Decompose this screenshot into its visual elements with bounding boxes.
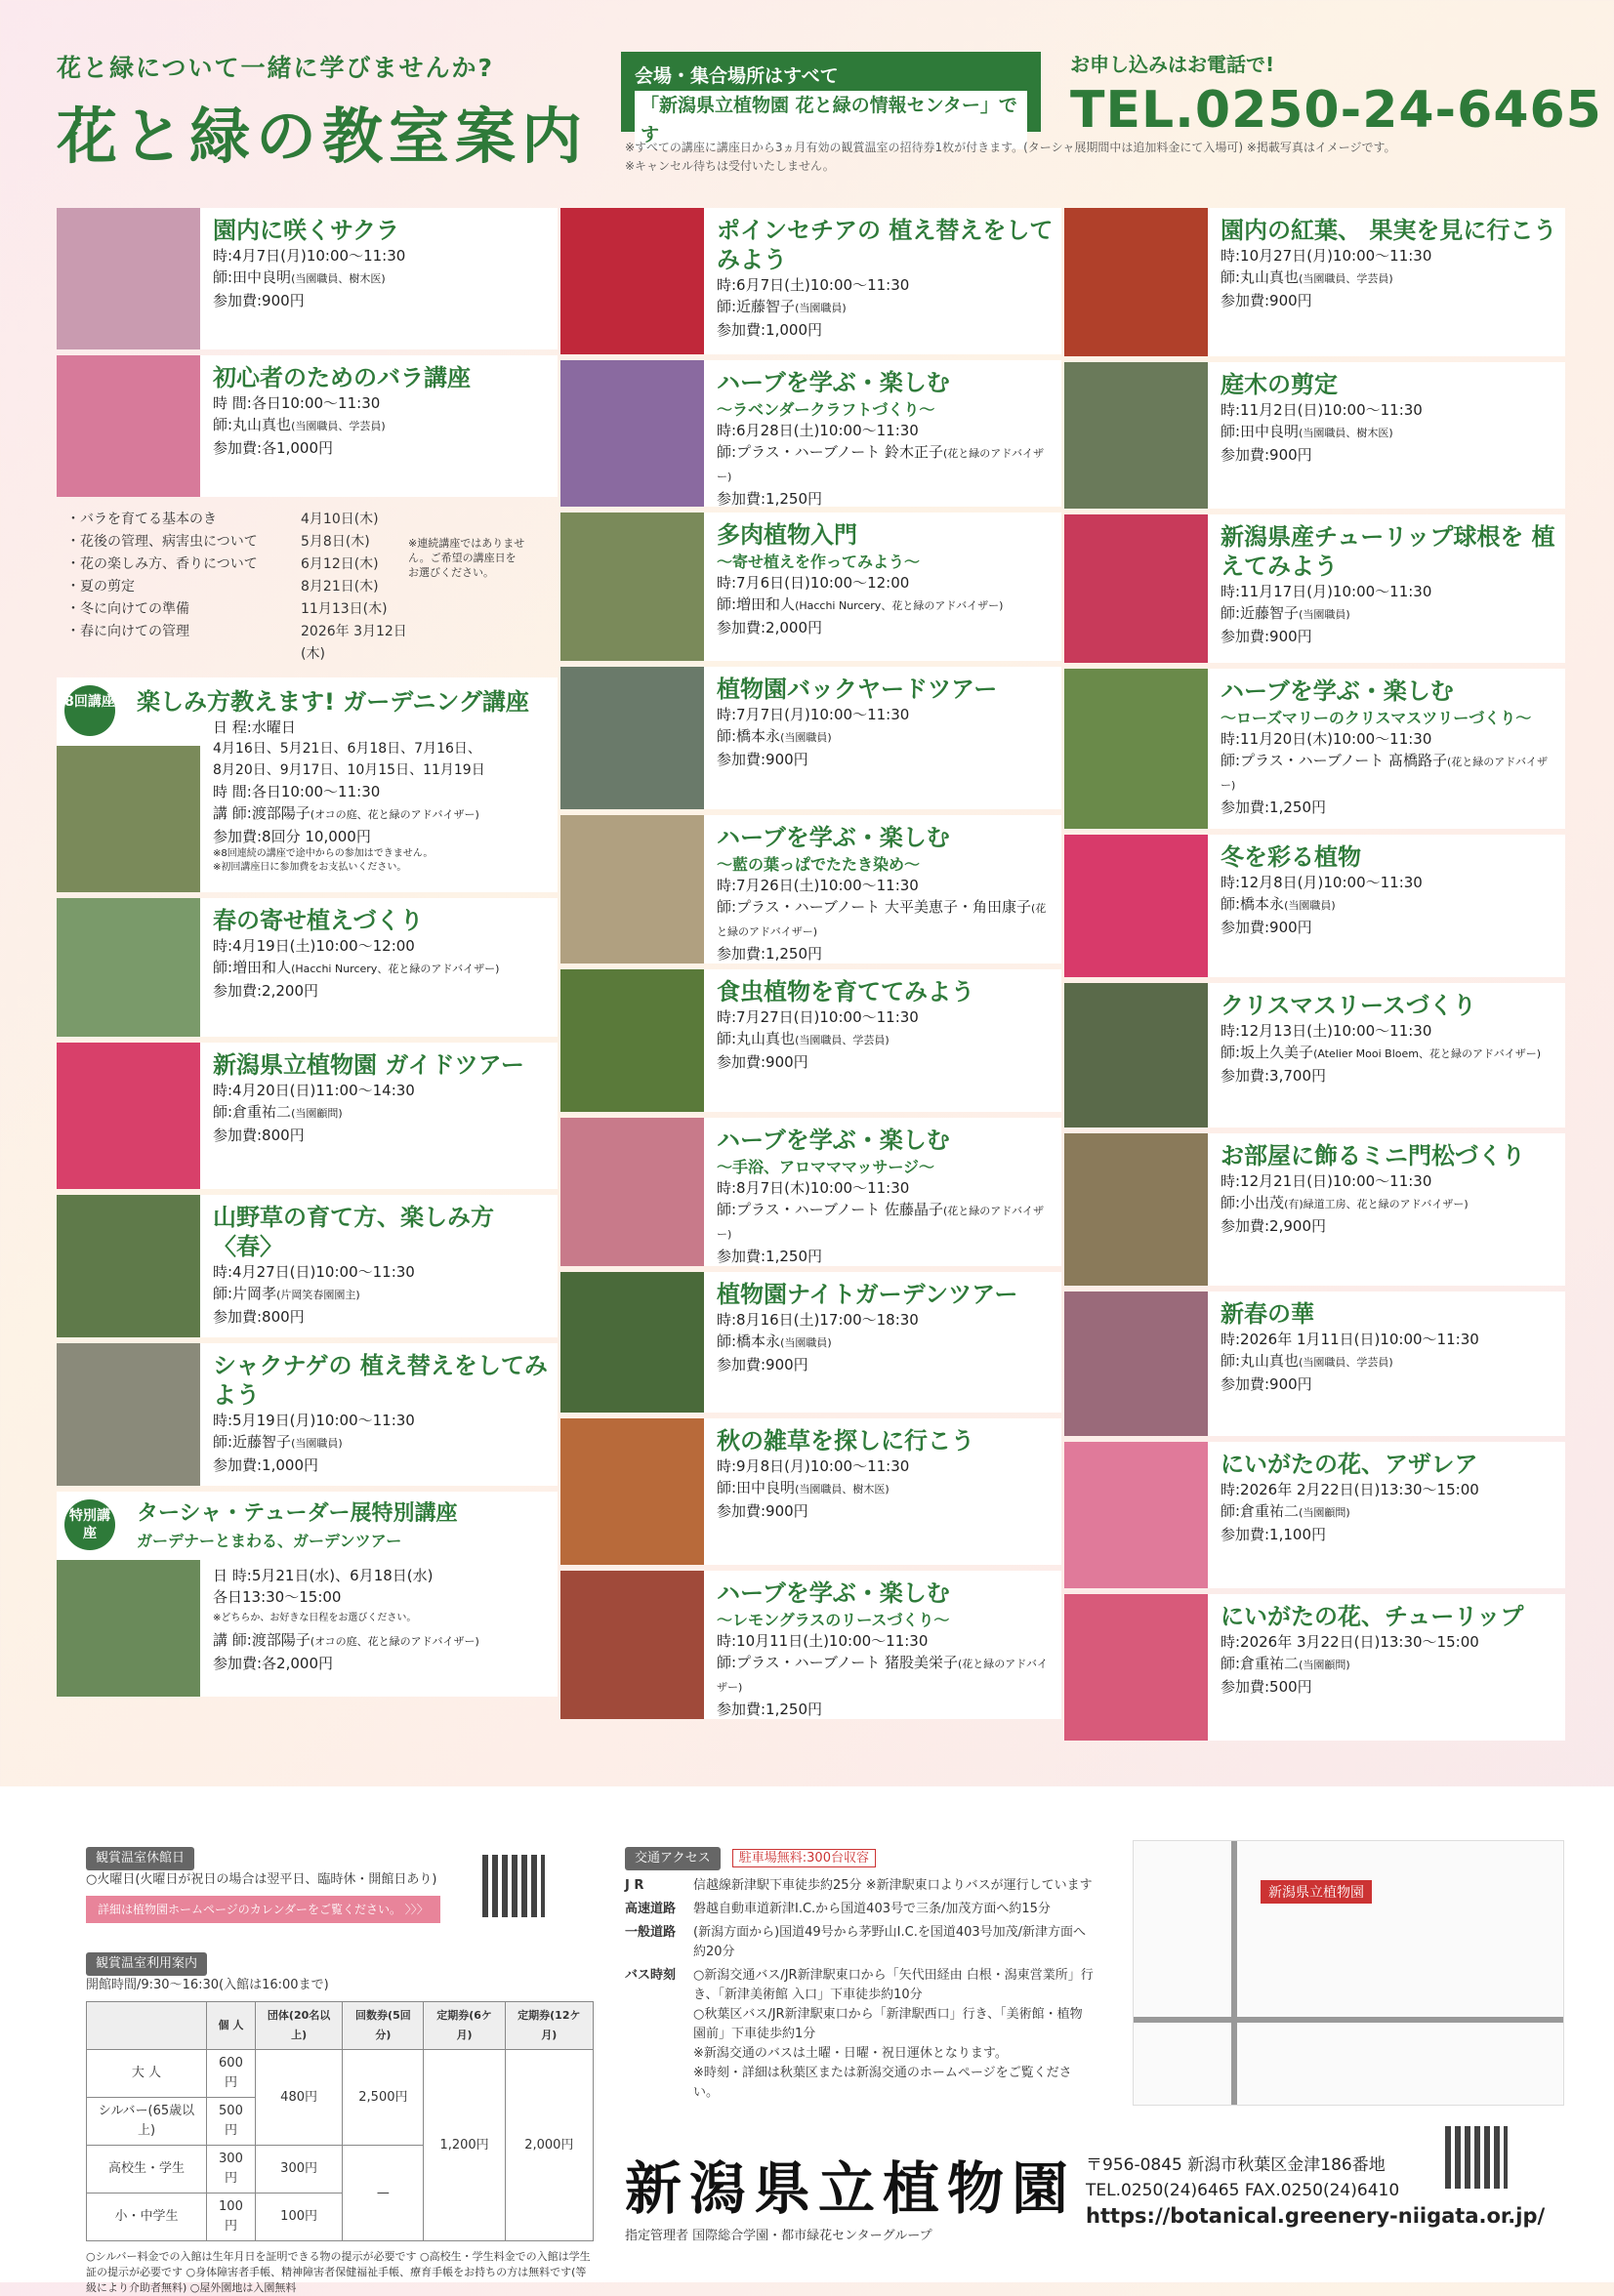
access-key: J R xyxy=(625,1878,644,1893)
fee-cell: 600円 xyxy=(207,2050,256,2098)
course-title: 新潟県立植物園 ガイドツアー xyxy=(213,1051,524,1079)
course-photo xyxy=(57,898,200,1037)
course-title: 楽しみ方教えます! ガーデニング講座 xyxy=(137,688,529,716)
access-key: 高速道路 xyxy=(625,1902,677,1916)
course-subtitle: 〜寄せ植えを作ってみよう〜 xyxy=(717,553,921,571)
course-days: 日 程:水曜日 xyxy=(213,718,296,736)
fee-cell: 1,200円 xyxy=(424,2050,505,2241)
course-fee: 参加費:900円 xyxy=(717,1053,808,1071)
course-card[interactable] xyxy=(1064,983,1565,1128)
course-card[interactable] xyxy=(57,898,558,1037)
course-lecturer: 師:田中良明 xyxy=(717,1479,796,1496)
access-key: バス時刻 xyxy=(625,1968,677,1983)
phone-block xyxy=(1070,49,1602,140)
calendar-link-button[interactable]: 詳細は植物園ホームページのカレンダーをご覧ください。 〉〉〉 xyxy=(86,1896,440,1923)
course-lecturer: 師:プラス・ハーブノート 髙橋路子 xyxy=(1221,752,1447,769)
course-card[interactable] xyxy=(560,1571,1061,1719)
lecturer-note: (花と緑のアドバイザー) xyxy=(717,902,1047,938)
course-date: 時:7月6日(日)10:00〜12:00 xyxy=(717,574,910,592)
course-card[interactable] xyxy=(560,360,1061,507)
map-label: 新潟県立植物園 xyxy=(1261,1880,1372,1904)
phone-fax: TEL.0250(24)6465 FAX.0250(24)6410 xyxy=(1086,2181,1400,2200)
course-time: 各日13:30〜15:00 xyxy=(213,1588,342,1606)
fee-cell: 100円 xyxy=(207,2194,256,2241)
course-title: にいがたの花、チューリップ xyxy=(1221,1603,1524,1630)
course-fee: 参加費:各2,000円 xyxy=(213,1655,333,1672)
fee-cell: 2,500円 xyxy=(343,2050,424,2146)
fee-cell: 2,000円 xyxy=(505,2050,593,2241)
course-lecturer: 師:橋本永 xyxy=(717,727,781,745)
column-3 xyxy=(1064,208,1565,1746)
course-title: 庭木の剪定 xyxy=(1221,371,1338,398)
course-fee: 参加費:500円 xyxy=(1221,1678,1312,1696)
course-date: 時:6月28日(土)10:00〜11:30 xyxy=(717,422,919,439)
venue-line1: 会場・集合場所はすべて xyxy=(635,65,839,87)
course-photo xyxy=(560,512,704,661)
course-title: ハーブを学ぶ・楽しむ xyxy=(1221,677,1454,705)
access-map xyxy=(1133,1840,1564,2106)
course-dates: 8月20日、9月17日、10月15日、11月19日 xyxy=(213,762,485,778)
course-date: 時:12月13日(土)10:00〜11:30 xyxy=(1221,1022,1432,1040)
course-fee: 参加費:2,900円 xyxy=(1221,1217,1326,1235)
column-1 xyxy=(57,208,558,1702)
access-highway: 磐越自動車道新津I.C.から国道403号で三条/加茂方面へ約15分 xyxy=(693,1902,1051,1916)
course-title: 新春の華 xyxy=(1221,1300,1314,1328)
course-fee: 参加費:1,250円 xyxy=(717,1701,822,1718)
course-photo xyxy=(57,1560,200,1697)
course-photo xyxy=(560,1571,704,1719)
lecturer-note: (当園職員、学芸員) xyxy=(795,1034,890,1046)
course-title: 秋の雑草を探しに行こう xyxy=(717,1427,974,1455)
course-card[interactable] xyxy=(1064,208,1565,356)
course-fee: 参加費:900円 xyxy=(717,1502,808,1520)
course-fee: 参加費:1,250円 xyxy=(717,945,822,963)
course-date: 時:7月7日(月)10:00〜11:30 xyxy=(717,706,910,723)
course-date: 時:5月19日(月)10:00〜11:30 xyxy=(213,1412,415,1429)
phone-number[interactable]: TEL.0250-24-6465 xyxy=(1070,81,1602,140)
course-title: ポインセチアの 植え替えをしてみよう xyxy=(717,217,1054,273)
course-card[interactable] xyxy=(1064,514,1565,663)
course-photo xyxy=(1064,669,1208,829)
course-lecturer: 師:プラス・ハーブノート 佐藤晶子 xyxy=(717,1201,943,1218)
lecturer-note: (花と緑のアドバイザー) xyxy=(717,1205,1045,1241)
course-photo xyxy=(57,746,200,892)
fee-cell: 300円 xyxy=(255,2146,342,2194)
course-title: 初心者のためのバラ講座 xyxy=(213,364,471,391)
course-title: 新潟県産チューリップ球根を 植えてみよう xyxy=(1221,523,1555,580)
lecturer-note: (当園職員) xyxy=(1299,608,1350,621)
course-date: 時:7月27日(日)10:00〜11:30 xyxy=(717,1008,919,1026)
rose-date: 2026年 3月12日(木) xyxy=(301,624,407,662)
course-lecturer: 師:倉重祐二 xyxy=(213,1103,292,1121)
course-date: 時:4月20日(日)11:00〜14:30 xyxy=(213,1082,415,1099)
course-fee: 参加費:8回分 10,000円 xyxy=(213,828,371,845)
rose-note: ※連続講座ではありません。ご希望の講座日をお選びください。 xyxy=(408,537,525,579)
header-notes xyxy=(625,139,1562,176)
course-lecturer: 師:倉重祐二 xyxy=(1221,1655,1300,1672)
rose-date: 8月21日(木) xyxy=(301,579,379,594)
bus-info: ※新潟交通のバスは土曜・日曜・祝日運休となります。 xyxy=(693,2046,1008,2061)
course-photo xyxy=(1064,983,1208,1128)
note-2: ※キャンセル待ちは受付いたしません。 xyxy=(625,159,835,173)
lecturer-note: (当園職員) xyxy=(780,1336,832,1349)
course-title: 植物園バックヤードツアー xyxy=(717,676,998,703)
lecturer-note: (片岡笑春園園主) xyxy=(276,1289,360,1301)
course-lecturer: 師:丸山真也 xyxy=(213,416,292,433)
parking-badge: 駐車場無料:300台収容 xyxy=(732,1849,876,1867)
fee-cell: 高校生・学生 xyxy=(87,2146,207,2194)
course-note: ※8回連続の講座で途中からの参加はできません。 xyxy=(213,848,434,859)
course-photo xyxy=(1064,1133,1208,1286)
lecturer-note: (有)緑道工房、花と緑のアドバイザー) xyxy=(1284,1198,1469,1210)
course-card[interactable] xyxy=(560,208,1061,354)
fee-cell: 480円 xyxy=(255,2050,342,2146)
course-date: 時 間:各日10:00〜11:30 xyxy=(213,394,381,412)
course-date: 時:2026年 1月11日(日)10:00〜11:30 xyxy=(1221,1331,1479,1348)
lecturer-note: (花と緑のアドバイザー) xyxy=(717,447,1045,483)
lecturer-note: (オコの庭、花と緑のアドバイザー) xyxy=(310,808,479,821)
fee-tag: 観賞温室利用案内 xyxy=(86,1952,207,1976)
course-card[interactable] xyxy=(1064,1594,1565,1741)
course-date: 時:4月27日(日)10:00〜11:30 xyxy=(213,1263,415,1281)
course-fee: 参加費:900円 xyxy=(1221,628,1312,645)
course-subtitle: 〜藍の葉っぱでたたき染め〜 xyxy=(717,855,921,874)
rose-date: 11月13日(木) xyxy=(301,601,388,617)
qr-code-icon[interactable] xyxy=(1445,2126,1508,2189)
course-fee: 参加費:1,250円 xyxy=(1221,799,1326,816)
lecturer-note: (当園職員、学芸員) xyxy=(1299,1356,1393,1369)
course-fee: 参加費:2,000円 xyxy=(717,619,822,636)
course-title: ハーブを学ぶ・楽しむ xyxy=(717,1579,950,1607)
website-link[interactable]: https://botanical.greenery-niigata.or.jp/ xyxy=(1086,2204,1546,2228)
course-photo xyxy=(560,667,704,809)
course-card[interactable] xyxy=(57,1343,558,1486)
course-date: 時:6月7日(土)10:00〜11:30 xyxy=(717,276,910,294)
course-note: ※初回講座日に参加費をお支払いください。 xyxy=(213,862,407,873)
course-card[interactable] xyxy=(560,512,1061,661)
course-fee: 参加費:900円 xyxy=(1221,446,1312,464)
rose-topic: ・夏の剪定 xyxy=(66,579,135,594)
special-badge: 特別講座 xyxy=(64,1499,115,1550)
course-date: 日 時:5月21日(水)、6月18日(水) xyxy=(213,1567,434,1584)
fee-header: 定期券(12ケ月) xyxy=(505,2002,593,2050)
course-title: 多肉植物入門 xyxy=(717,521,857,549)
venue-box xyxy=(621,52,1041,145)
course-date: 時:12月8日(月)10:00〜11:30 xyxy=(1221,874,1423,891)
lecturer-note: (花と緑のアドバイザー) xyxy=(1221,756,1549,792)
course-card[interactable] xyxy=(560,1118,1061,1266)
course-photo xyxy=(1064,362,1208,509)
rose-date: 4月10日(木) xyxy=(301,512,379,527)
course-subtitle: 〜レモングラスのリースづくり〜 xyxy=(717,1611,950,1629)
course-date: 時:4月7日(月)10:00〜11:30 xyxy=(213,247,406,265)
course-fee: 参加費:800円 xyxy=(213,1127,305,1144)
course-photo xyxy=(57,1043,200,1189)
course-fee: 参加費:800円 xyxy=(213,1308,305,1326)
course-photo xyxy=(1064,514,1208,663)
qr-code-icon[interactable] xyxy=(482,1855,545,1917)
course-fee: 参加費:1,100円 xyxy=(1221,1526,1326,1543)
fee-note: ○シルバー料金での入館は生年月日を証明できる物の提示が必要です ○高校生・学生料金での入館は学生証の提示が必要です ○身体障害者手帳、精神障害者保健福祉手帳、療育手帳をお持ちの方は無料です(等級により介助者無料) ○屋外園地は入園無料 xyxy=(86,2250,591,2294)
fee-section xyxy=(86,1952,594,2296)
course-card[interactable] xyxy=(1064,1442,1565,1588)
fee-cell: 500円 xyxy=(207,2098,256,2146)
course-card[interactable] xyxy=(1064,669,1565,829)
course-dates: 4月16日、5月21日、6月18日、7月16日、 xyxy=(213,741,481,757)
course-lecturer: 師:小出茂 xyxy=(1221,1194,1285,1211)
course-lecturer: 師:増田和人 xyxy=(213,959,292,976)
course-lecturer: 師:橋本永 xyxy=(717,1332,781,1350)
course-lecturer: 師:丸山真也 xyxy=(1221,268,1300,286)
lecturer-note: (オコの庭、花と緑のアドバイザー) xyxy=(310,1635,479,1648)
course-card[interactable] xyxy=(560,667,1061,809)
lecturer-note: (当園職員) xyxy=(291,1437,343,1450)
lecturer-note: (当園職員) xyxy=(795,302,847,314)
lecturer-note: (Hacchi Nurcery、花と緑のアドバイザー) xyxy=(291,963,500,975)
course-card[interactable] xyxy=(560,815,1061,964)
access-tag: 交通アクセス xyxy=(625,1847,721,1870)
course-card[interactable] xyxy=(1064,1292,1565,1436)
rose-topic: ・バラを育てる基本のき xyxy=(66,512,217,527)
course-title: ハーブを学ぶ・楽しむ xyxy=(717,369,950,396)
fee-header: 定期券(6ケ月) xyxy=(424,2002,505,2050)
course-title: 冬を彩る植物 xyxy=(1221,843,1361,871)
lecturer-note: (当園顧問) xyxy=(1299,1659,1350,1671)
course-photo xyxy=(1064,835,1208,977)
lecturer-note: (当園職員、学芸員) xyxy=(1299,272,1393,285)
course-date: 時:4月19日(土)10:00〜12:00 xyxy=(213,937,415,955)
course-photo xyxy=(1064,1594,1208,1741)
course-card[interactable] xyxy=(57,355,558,497)
course-photo xyxy=(57,1195,200,1337)
course-photo xyxy=(1064,208,1208,356)
course-fee: 参加費:1,250円 xyxy=(717,1248,822,1265)
course-note: ※どちらか、お好きな日程をお選びください。 xyxy=(213,1613,417,1623)
page-title: 花と緑の教室案内 xyxy=(57,101,589,172)
lecturer-note: (当園顧問) xyxy=(291,1107,343,1120)
fee-header: 個 人 xyxy=(207,2002,256,2050)
course-photo xyxy=(57,355,200,497)
course-card[interactable] xyxy=(1064,1133,1565,1286)
lecturer-note: (当園職員) xyxy=(780,731,832,744)
course-title: 園内に咲くサクラ xyxy=(213,217,400,244)
course-photo xyxy=(1064,1292,1208,1436)
lecturer-note: (当園職員) xyxy=(1284,899,1336,912)
course-fee: 参加費:900円 xyxy=(213,292,305,309)
rose-topic: ・花後の管理、病害虫について xyxy=(66,534,258,550)
venue-line2: 「新潟県立植物園 花と緑の情報センター」です xyxy=(635,91,1027,149)
organization-block xyxy=(625,2143,1076,2243)
closed-days-text: ○火曜日(火曜日が祝日の場合は翌平日、臨時休・開館日あり) xyxy=(86,1872,437,1887)
course-subtitle: 〜ローズマリーのクリスマスツリーづくり〜 xyxy=(1221,709,1532,727)
access-road: (新潟方面から)国道49号から茅野山I.C.を国道403号加茂/新津方面へ約20分 xyxy=(693,1925,1087,1959)
access-section xyxy=(625,1847,1094,2103)
garden-course-card[interactable] xyxy=(57,677,558,892)
rose-topic: ・花の楽しみ方、香りについて xyxy=(66,556,258,572)
course-date: 時:8月7日(木)10:00〜11:30 xyxy=(717,1179,910,1197)
course-date: 時:7月26日(土)10:00〜11:30 xyxy=(717,877,919,894)
course-fee: 参加費:1,000円 xyxy=(717,321,822,339)
course-card[interactable] xyxy=(560,969,1061,1112)
course-fee: 参加費:1,000円 xyxy=(213,1456,318,1474)
rose-topic: ・冬に向けての準備 xyxy=(66,601,189,617)
course-lecturer: 師:近藤智子 xyxy=(1221,604,1300,622)
course-subtitle: 〜手浴、アロマママッサージ〜 xyxy=(717,1158,935,1176)
lecturer-note: (当園職員、樹木医) xyxy=(1299,427,1393,439)
course-title: 園内の紅葉、 果実を見に行こう xyxy=(1221,217,1557,244)
course-fee: 参加費:各1,000円 xyxy=(213,439,333,457)
course-fee: 参加費:900円 xyxy=(1221,1375,1312,1393)
course-lecturer: 師:プラス・ハーブノート 鈴木正子 xyxy=(717,443,943,461)
course-fee: 参加費:2,200円 xyxy=(213,982,318,1000)
course-photo xyxy=(560,969,704,1112)
rose-date: 6月12日(木) xyxy=(301,556,379,572)
course-card[interactable] xyxy=(560,1418,1061,1565)
course-lecturer: 講 師:渡部陽子 xyxy=(213,1631,310,1649)
lecturer-note: (Atelier Mooi Bloem、花と緑のアドバイザー) xyxy=(1313,1047,1542,1060)
address: 〒956-0845 新潟市秋葉区金津186番地 xyxy=(1086,2155,1386,2175)
course-fee: 参加費:3,700円 xyxy=(1221,1067,1326,1085)
fee-cell: 300円 xyxy=(207,2146,256,2194)
course-fee: 参加費:1,250円 xyxy=(717,490,822,508)
course-card[interactable] xyxy=(57,1195,558,1337)
course-date: 時:11月17日(月)10:00〜11:30 xyxy=(1221,583,1432,600)
course-photo xyxy=(560,208,704,354)
rose-schedule xyxy=(57,503,558,672)
course-title: 植物園ナイトガーデンツアー xyxy=(717,1281,1018,1308)
course-title: ターシャ・テューダー展特別講座 xyxy=(137,1501,458,1526)
header-block xyxy=(57,49,588,175)
course-card[interactable] xyxy=(1064,362,1565,509)
course-lecturer: 師:丸山真也 xyxy=(717,1030,796,1047)
header-subtitle: 花と緑について一緒に学びませんか? xyxy=(57,54,495,82)
course-title: クリスマスリースづくり xyxy=(1221,992,1476,1019)
phone-label: お申し込みはお電話で! xyxy=(1070,53,1275,76)
course-photo xyxy=(560,1418,704,1565)
course-lecturer: 師:橋本永 xyxy=(1221,895,1285,913)
column-2 xyxy=(560,208,1061,1725)
course-photo xyxy=(57,208,200,349)
course-card[interactable] xyxy=(1064,835,1565,977)
access-jr: 信越線新津駅下車徒歩約25分 ※新津駅東口よりバスが運行しています xyxy=(693,1878,1093,1893)
course-date: 時:8月16日(土)17:00〜18:30 xyxy=(717,1311,919,1329)
bus-info: ○秋葉区バス/JR新津駅東口から「新津駅西口」行き、「美術館・植物園前」下車徒歩約1分 xyxy=(693,2007,1083,2041)
course-photo xyxy=(560,360,704,507)
course-subtitle: 〜ラベンダークラフトづくり〜 xyxy=(717,400,935,419)
org-sub: 指定管理者 国際総合学園・都市緑花センターグループ xyxy=(625,2229,932,2243)
course-photo xyxy=(1064,1442,1208,1588)
rose-date: 5月8日(木) xyxy=(301,534,370,550)
tasha-course-card[interactable] xyxy=(57,1492,558,1697)
course-lecturer: 師:田中良明 xyxy=(1221,423,1300,440)
lecturer-note: (Hacchi Nurcery、花と緑のアドバイザー) xyxy=(795,599,1004,612)
fee-cell: 大 人 xyxy=(87,2050,207,2098)
course-lecturer: 師:プラス・ハーブノート 大平美恵子・角田康子 xyxy=(717,898,1031,916)
fee-cell: 小・中学生 xyxy=(87,2194,207,2241)
bus-info: ○新潟交通バス/JR新津駅東口から「矢代田経由 白根・潟東営業所」行き、「新津美術館 入口」下車徒歩約10分 xyxy=(693,1968,1094,2002)
course-title: 食虫植物を育ててみよう xyxy=(717,978,974,1005)
course-lecturer: 師:プラス・ハーブノート 猪股美栄子 xyxy=(717,1654,958,1671)
course-lecturer: 講 師:渡部陽子 xyxy=(213,804,310,822)
course-subtitle: ガーデナーとまわる、ガーデンツアー xyxy=(137,1532,402,1550)
course-photo xyxy=(560,1272,704,1413)
eight-session-badge: 8回講座 xyxy=(64,685,115,736)
course-title: シャクナゲの 植え替えをしてみよう xyxy=(213,1352,548,1409)
fee-cell: 100円 xyxy=(255,2194,342,2241)
course-fee: 参加費:900円 xyxy=(1221,292,1312,309)
lecturer-note: (当園職員、学芸員) xyxy=(291,420,386,432)
course-card[interactable] xyxy=(560,1272,1061,1413)
course-date: 時:11月20日(木)10:00〜11:30 xyxy=(1221,730,1432,748)
lecturer-note: (当園職員、樹木医) xyxy=(291,272,386,285)
course-title: ハーブを学ぶ・楽しむ xyxy=(717,824,950,851)
course-fee: 参加費:900円 xyxy=(717,751,808,768)
course-date: 時:12月21日(日)10:00〜11:30 xyxy=(1221,1172,1432,1190)
course-fee: 参加費:900円 xyxy=(717,1356,808,1374)
course-title: 春の寄せ植えづくり xyxy=(213,907,424,934)
course-lecturer: 師:丸山真也 xyxy=(1221,1352,1300,1370)
lecturer-note: (当園顧問) xyxy=(1299,1506,1350,1519)
course-photo xyxy=(560,815,704,964)
course-time: 時 間:各日10:00〜11:30 xyxy=(213,783,381,800)
course-lecturer: 師:近藤智子 xyxy=(717,298,796,315)
course-card[interactable] xyxy=(57,1043,558,1189)
course-title: にいがたの花、アザレア xyxy=(1221,1451,1478,1478)
fee-cell: シルバー(65歳以上) xyxy=(87,2098,207,2146)
note-1: ※すべての講座に講座日から3ヵ月有効の観賞温室の招待券1枚が付きます。(ターシャ展期間中は追加料金にて入場可) ※掲載写真はイメージです。 xyxy=(625,141,1396,154)
access-key: 一般道路 xyxy=(625,1925,677,1940)
course-date: 時:9月8日(月)10:00〜11:30 xyxy=(717,1457,910,1475)
course-date: 時:2026年 2月22日(日)13:30〜15:00 xyxy=(1221,1481,1479,1498)
org-name: 新潟県立植物園 xyxy=(625,2155,1077,2222)
course-title: 山野草の育て方、楽しみ方〈春〉 xyxy=(213,1204,494,1260)
course-photo xyxy=(57,1343,200,1486)
opening-hours: 開館時間/9:30〜16:30(入館は16:00まで) xyxy=(86,1978,329,1992)
bus-info: ※時刻・詳細は秋葉区または新潟交通のホームページをご覧ください。 xyxy=(693,2066,1072,2100)
course-lecturer: 師:増田和人 xyxy=(717,595,796,613)
lecturer-note: (花と緑のアドバイザー) xyxy=(717,1658,1049,1694)
fee-header: 回数券(5回分) xyxy=(343,2002,424,2050)
fee-header: 団体(20名以上) xyxy=(255,2002,342,2050)
fee-table: 個 人 団体(20名以上) 回数券(5回分) 定期券(6ケ月) 定期券(12ケ月) 大 人 600円 480円 2,500円 1,200円 2,000円 シルバー(65歳以上) 500円 高校生・学生 300円 300円 — 小・中学生 100円 100円 xyxy=(86,2001,594,2241)
course-lecturer: 師:片岡孝 xyxy=(213,1285,277,1302)
course-lecturer: 師:倉重祐二 xyxy=(1221,1502,1300,1520)
course-fee: 参加費:900円 xyxy=(1221,919,1312,936)
course-date: 時:10月27日(月)10:00〜11:30 xyxy=(1221,247,1432,265)
rose-topic: ・春に向けての管理 xyxy=(66,624,189,639)
course-lecturer: 師:近藤智子 xyxy=(213,1433,292,1451)
closed-days-section xyxy=(86,1847,506,1923)
course-date: 時:2026年 3月22日(日)13:30〜15:00 xyxy=(1221,1633,1479,1651)
course-title: お部屋に飾るミニ門松づくり xyxy=(1221,1142,1525,1169)
closed-days-tag: 観賞温室休館日 xyxy=(86,1847,194,1870)
course-date: 時:10月11日(土)10:00〜11:30 xyxy=(717,1632,929,1650)
course-lecturer: 師:田中良明 xyxy=(213,268,292,286)
course-title: ハーブを学ぶ・楽しむ xyxy=(717,1127,950,1154)
course-photo xyxy=(560,1118,704,1266)
course-date: 時:11月2日(日)10:00〜11:30 xyxy=(1221,401,1423,419)
lecturer-note: (当園職員、樹木医) xyxy=(795,1483,890,1496)
course-card[interactable] xyxy=(57,208,558,349)
course-lecturer: 師:坂上久美子 xyxy=(1221,1044,1314,1061)
